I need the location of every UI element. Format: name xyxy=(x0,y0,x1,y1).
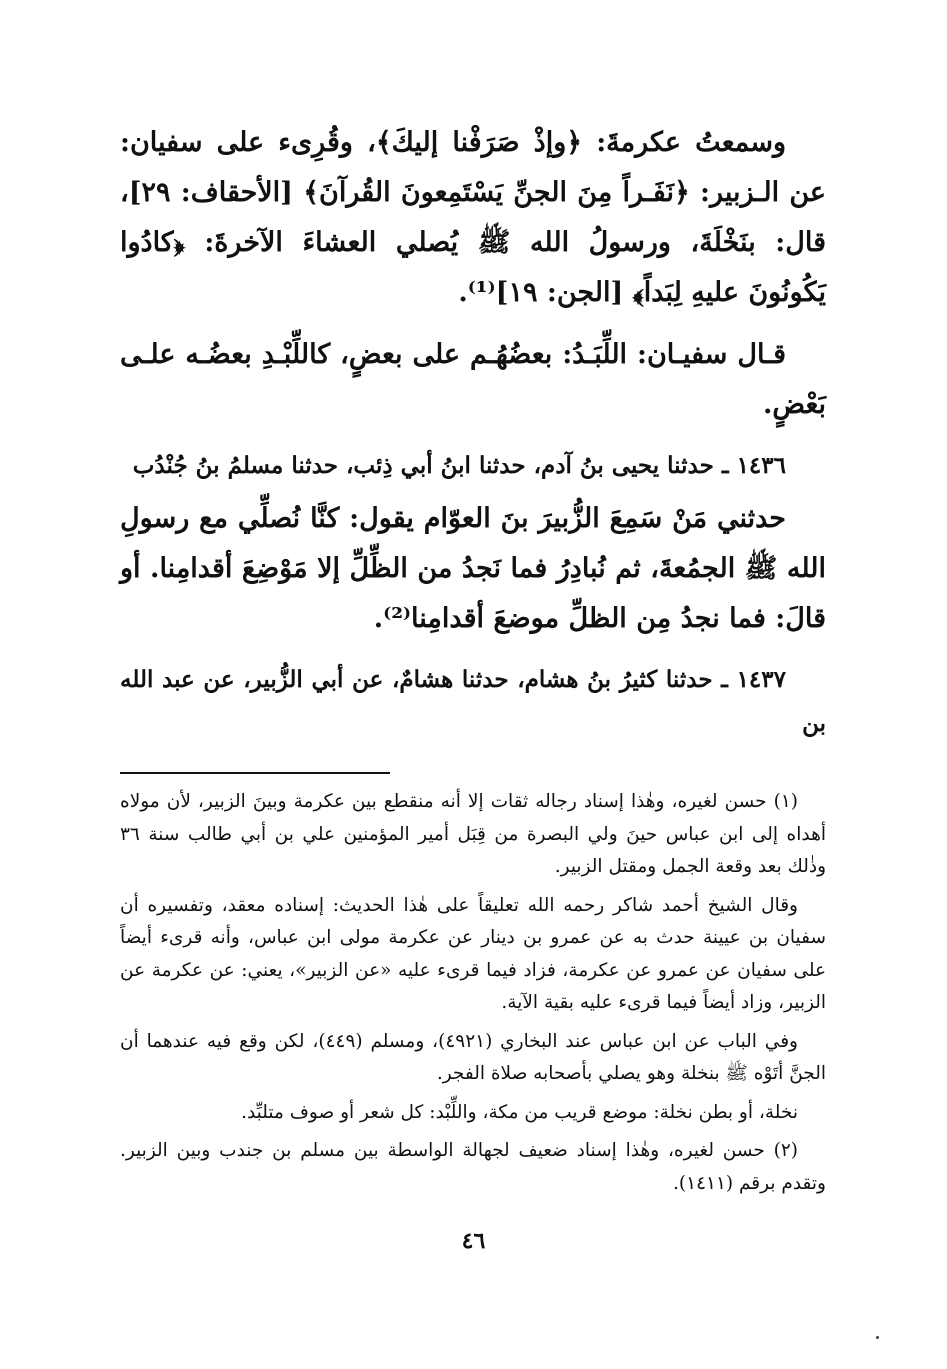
hadith-1436-matn: حدثني مَنْ سَمِعَ الزُّبيرَ بنَ العوّام يقول: كنَّا نُصلِّي مع رسولِ الله ﷺ الجمُعةَ، ثم نُبادِرُ فما نَجدُ من الظِّلِّ إلا مَوْضِعَ أقدامِنا. أو قالَ: فما نجدُ مِن الظلِّ موضعَ أقدامِنا⁽²⁾. xyxy=(120,503,826,634)
hadith-1437-isnad: ١٤٣٧ ـ حدثنا كثيرُ بنُ هشام، حدثنا هشامٌ، عن أبي الزُّبير، عن عبد الله بن xyxy=(120,666,826,737)
footnotes xyxy=(120,786,826,1200)
scan-speck xyxy=(876,1336,879,1339)
main-text xyxy=(120,118,826,746)
footnote-1-part-b: وقال الشيخ أحمد شاكر رحمه الله تعليقاً على هٰذا الحديث: إسناده معقد، وتفسيره أن سفيان بن عيينة حدث به عن عمرو بن دينار عن عكرمة مولى ابن عباس، وأنه قرىء أيضاً على سفيان عن عمرو عن عكرمة، فزاد فيما قرىء عليه «عن الزبير»، يعني: عن عكرمة عن الزبير، وزاد أيضاً فيما قرىء عليه بقية الآية. xyxy=(120,894,826,1013)
book-page xyxy=(120,118,826,1200)
footnote-divider xyxy=(120,772,390,774)
footnote-1-part-a: (١) حسن لغيره، وهٰذا إسناد رجاله ثقات إلا أنه منقطع بين عكرمة وبينَ الزبير، لأن مولاه أهداه إلى ابن عباس حينَ ولي البصرة من قِبَل أمير المؤمنين علي بن أبي طالب سنة ٣٦ وذٰلك بعد وقعة الجمل ومقتل الزبير. xyxy=(120,791,826,877)
page-number: ٤٦ xyxy=(461,1228,486,1254)
paragraph-sufyan: قـال سفيـان: اللِّبَـدُ: بعضُهُـم على بعضٍ، كاللِّبْـدِ بعضُـه علـى بَعْضٍ. xyxy=(120,339,826,420)
footnote-2: (٢) حسن لغيره، وهٰذا إسناد ضعيف لجهالة الواسطة بين مسلم بن جندب وبين الزبير. وتقدم برقم (١٤١١). xyxy=(120,1140,826,1194)
paragraph-ikrimah: وسمعتُ عكرمةَ: ﴿وإذْ صَرَفْنا إليكَ﴾، وقُرِىء على سفيان: عن الـزبير: ﴿نَفَـراً مِنَ الجنِّ يَسْتَمِعونَ القُرآنَ﴾ [الأحقاف: ٢٩]، قال: بنَخْلَةَ، ورسولُ الله ﷺ يُصلي العشاءَ الآخرةَ: ﴿كادُوا يَكُونُونَ عليهِ لِبَداً﴾ [الجن: ١٩]⁽¹⁾. xyxy=(120,127,826,308)
footnote-1-part-d: نخلة، أو بطن نخلة: موضع قريب من مكة، واللِّبْد: كل شعر أو صوف متلبِّد. xyxy=(241,1101,798,1123)
footnote-1-part-c: وفي الباب عن ابن عباس عند البخاري (٤٩٢١)، ومسلم (٤٤٩)، لكن وقع فيه عندهما أن الجنَّ أتَوْه ﷺ بنخلة وهو يصلي بأصحابه صلاة الفجر. xyxy=(120,1030,826,1084)
hadith-1436-isnad: ١٤٣٦ ـ حدثنا يحيى بنُ آدم، حدثنا ابنُ أبي ذِئب، حدثنا مسلمُ بنُ جُنْدُب xyxy=(132,452,786,479)
